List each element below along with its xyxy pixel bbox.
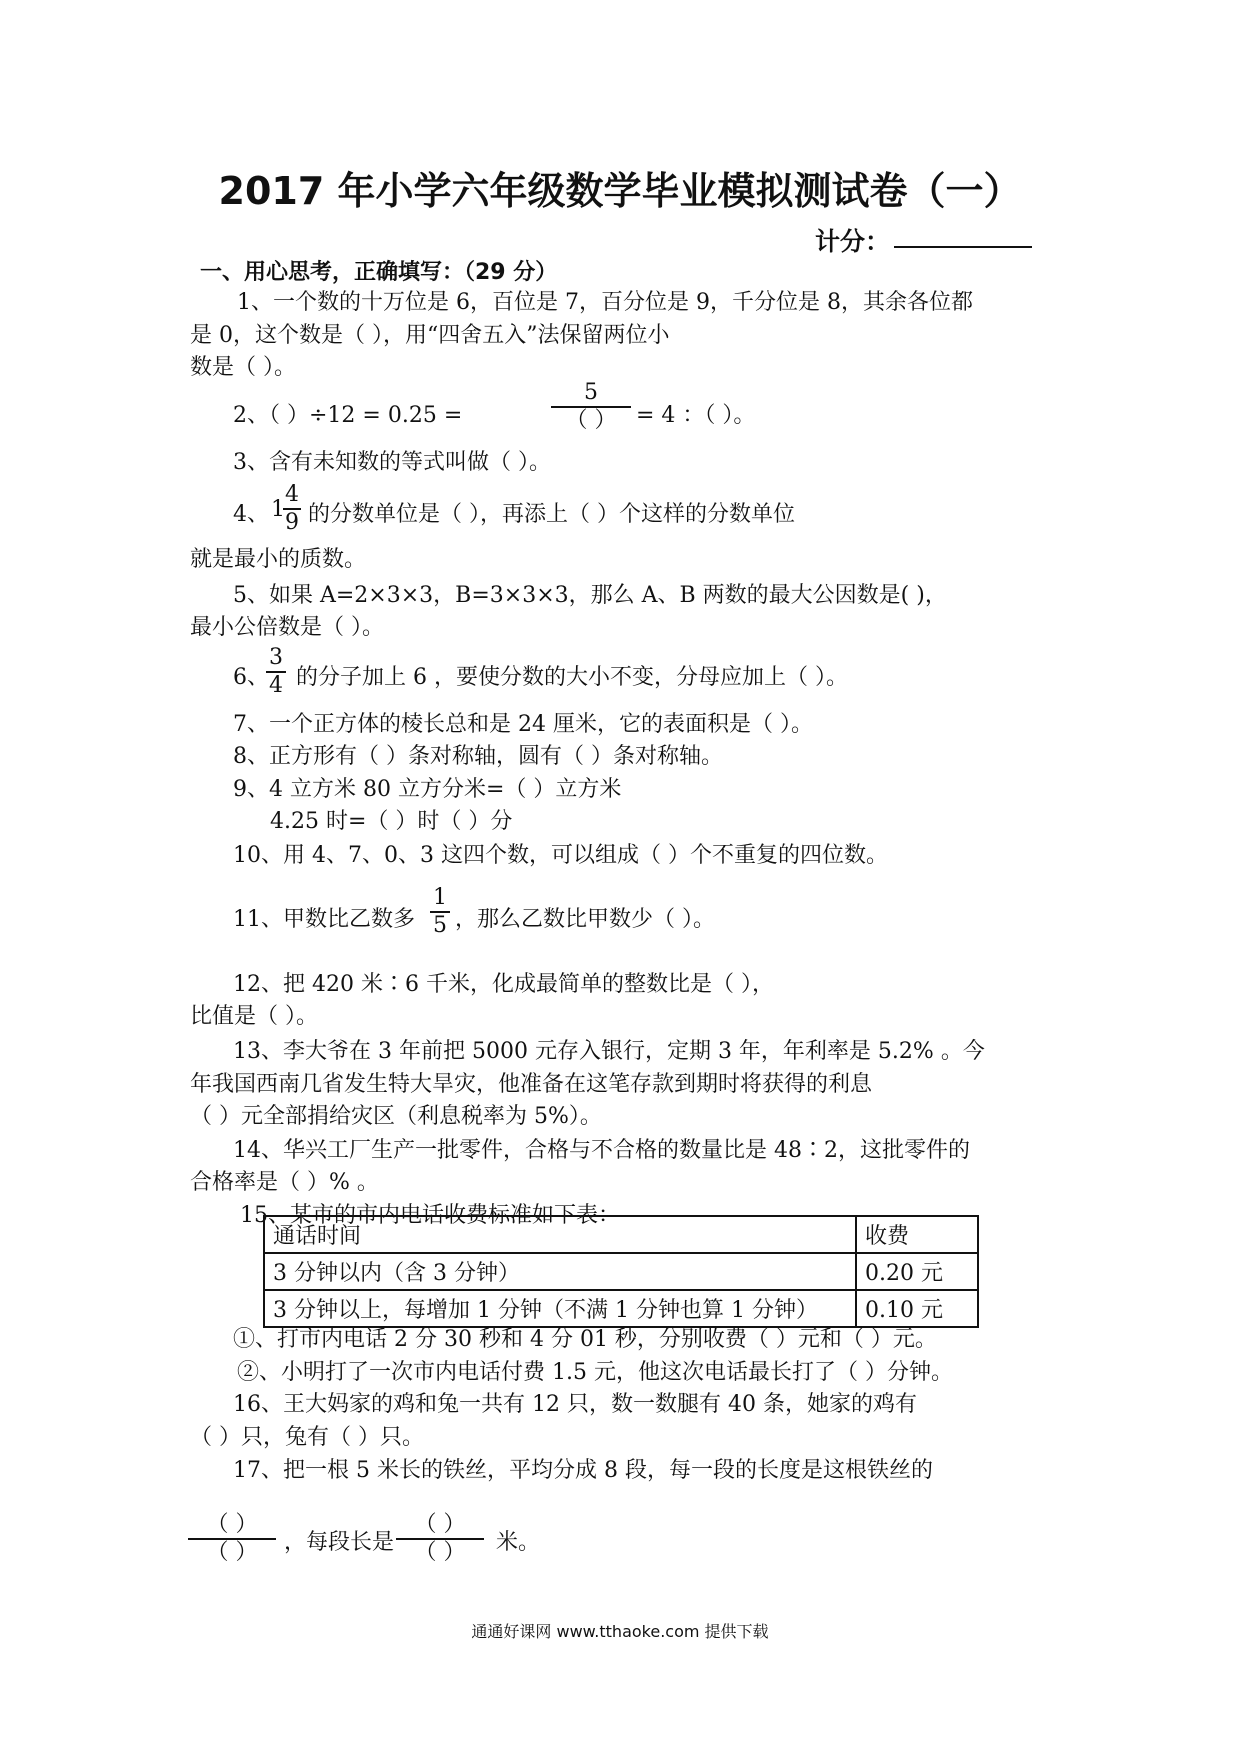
q17-fraction-2	[396, 1512, 484, 1566]
q11-prefix: 11、甲数比乙数多	[233, 907, 415, 932]
q6-fraction	[266, 645, 286, 699]
q17-fraction2-numerator: （ ）	[414, 1512, 466, 1537]
q13-line3: （ ）元全部捐给灾区（利息税率为 5%）。	[190, 1104, 602, 1129]
q13-line2: 年我国西南几省发生特大旱灾，他准备在这笔存款到期时将获得的利息	[190, 1072, 873, 1097]
q12-line1: 12、把 420 米∶6 千米，化成最简单的整数比是（ ），	[233, 972, 774, 997]
q15-sub2: ②、小明打了一次市内电话付费 1.5 元，他这次电话最长打了（ ）分钟。	[237, 1360, 953, 1385]
q1-line2: 是 0，这个数是（ ），用“四舍五入”法保留两位小	[190, 323, 670, 348]
q3-text: 3、含有未知数的等式叫做（ ）。	[233, 450, 551, 475]
q6-numerator: 3	[269, 645, 283, 670]
page-title: 2017 年小学六年级数学毕业模拟测试卷（一）	[218, 169, 1022, 213]
footer-text: 通通好课网 www.tthaoke.com 提供下载	[471, 1622, 769, 1641]
table-cell: 通话时间	[264, 1216, 856, 1253]
q4-fraction	[283, 482, 301, 536]
q17-line1: 17、把一根 5 米长的铁丝，平均分成 8 段，每一段的长度是这根铁丝的	[233, 1458, 933, 1483]
q11-denominator: 5	[430, 911, 450, 939]
q1-line1: 1、一个数的十万位是 6，百位是 7，百分位是 9，千分位是 8，其余各位都	[237, 290, 973, 315]
q1-line3: 数是（ ）。	[190, 355, 296, 380]
q4-prefix: 4、	[233, 502, 269, 527]
q17-mid: ，每段长是	[284, 1530, 395, 1555]
table-cell: 收费	[856, 1216, 978, 1253]
q17-fraction2-denominator: （ ）	[396, 1538, 484, 1566]
q8-text: 8、正方形有（ ）条对称轴，圆有（ ）条对称轴。	[233, 744, 723, 769]
q11-fraction	[430, 885, 450, 939]
table-cell: 0.10 元	[856, 1290, 978, 1327]
q2-suffix: = 4 ：（ ）。	[636, 403, 756, 428]
q14-line1: 14、华兴工厂生产一批零件，合格与不合格的数量比是 48∶2，这批零件的	[233, 1138, 970, 1163]
score-blank	[894, 246, 1032, 248]
score-label: 计分：	[815, 227, 891, 256]
table-cell: 0.20 元	[856, 1253, 978, 1290]
q4-line2: 就是最小的质数。	[190, 547, 367, 572]
q17-fraction1-numerator: （ ）	[206, 1512, 258, 1537]
q6-denominator: 4	[266, 671, 286, 699]
q17-suffix: 米。	[496, 1530, 541, 1555]
q11-suffix: ，那么乙数比甲数少（ ）。	[455, 907, 715, 932]
q4-whole: 1	[271, 497, 285, 522]
section-heading-1: 一、用心思考，正确填写：（29 分）	[200, 260, 558, 285]
q2-prefix: 2、（ ）÷12 = 0.25 =	[233, 403, 463, 428]
q9-line1: 9、4 立方米 80 立方分米=（ ）立方米	[233, 777, 622, 802]
q16-line1: 16、王大妈家的鸡和兔一共有 12 只，数一数腿有 40 条，她家的鸡有	[233, 1392, 917, 1417]
q9-line2: 4.25 时=（ ）时（ ）分	[270, 809, 513, 834]
table-cell: 3 分钟以上，每增加 1 分钟（不满 1 分钟也算 1 分钟）	[264, 1290, 856, 1327]
q5-line2: 最小公倍数是（ ）。	[190, 615, 384, 640]
q6-suffix: 的分子加上 6 ，要使分数的大小不变，分母应加上（ ）。	[296, 665, 848, 690]
table-cell: 3 分钟以内（含 3 分钟）	[264, 1253, 856, 1290]
q14-line2: 合格率是（ ）% 。	[190, 1170, 379, 1195]
q6-prefix: 6、	[233, 665, 269, 690]
q13-line1: 13、李大爷在 3 年前把 5000 元存入银行，定期 3 年，年利率是 5.2% 。今	[233, 1039, 985, 1064]
q11-numerator: 1	[433, 885, 447, 910]
q16-line2: （ ）只，兔有（ ）只。	[190, 1425, 424, 1450]
q4-suffix: 的分数单位是（ ），再添上（ ）个这样的分数单位	[308, 502, 795, 527]
q10-text: 10、用 4、7、0、3 这四个数，可以组成（ ）个不重复的四位数。	[233, 843, 888, 868]
q4-numerator: 4	[285, 482, 299, 507]
q15-intro: 15、某市的市内电话收费标准如下表：	[240, 1203, 620, 1228]
q5-line1: 5、如果 A=2×3×3，B=3×3×3，那么 A、B 两数的最大公因数是( )，	[233, 583, 947, 608]
fee-table	[263, 1215, 979, 1328]
q15-sub1: ①、打市内电话 2 分 30 秒和 4 分 01 秒，分别收费（ ）元和（ ）元。	[233, 1327, 937, 1352]
q2-denominator: （ ）	[551, 406, 631, 434]
table-row	[264, 1216, 978, 1253]
table-row	[264, 1253, 978, 1290]
q7-text: 7、一个正方体的棱长总和是 24 厘米，它的表面积是（ ）。	[233, 712, 813, 737]
q2-numerator: 5	[584, 380, 598, 405]
q17-fraction1-denominator: （ ）	[188, 1538, 276, 1566]
q2-fraction	[551, 380, 631, 434]
q12-line2: 比值是（ ）。	[190, 1004, 318, 1029]
q17-fraction-1	[188, 1512, 276, 1566]
q4-denominator: 9	[285, 510, 299, 535]
